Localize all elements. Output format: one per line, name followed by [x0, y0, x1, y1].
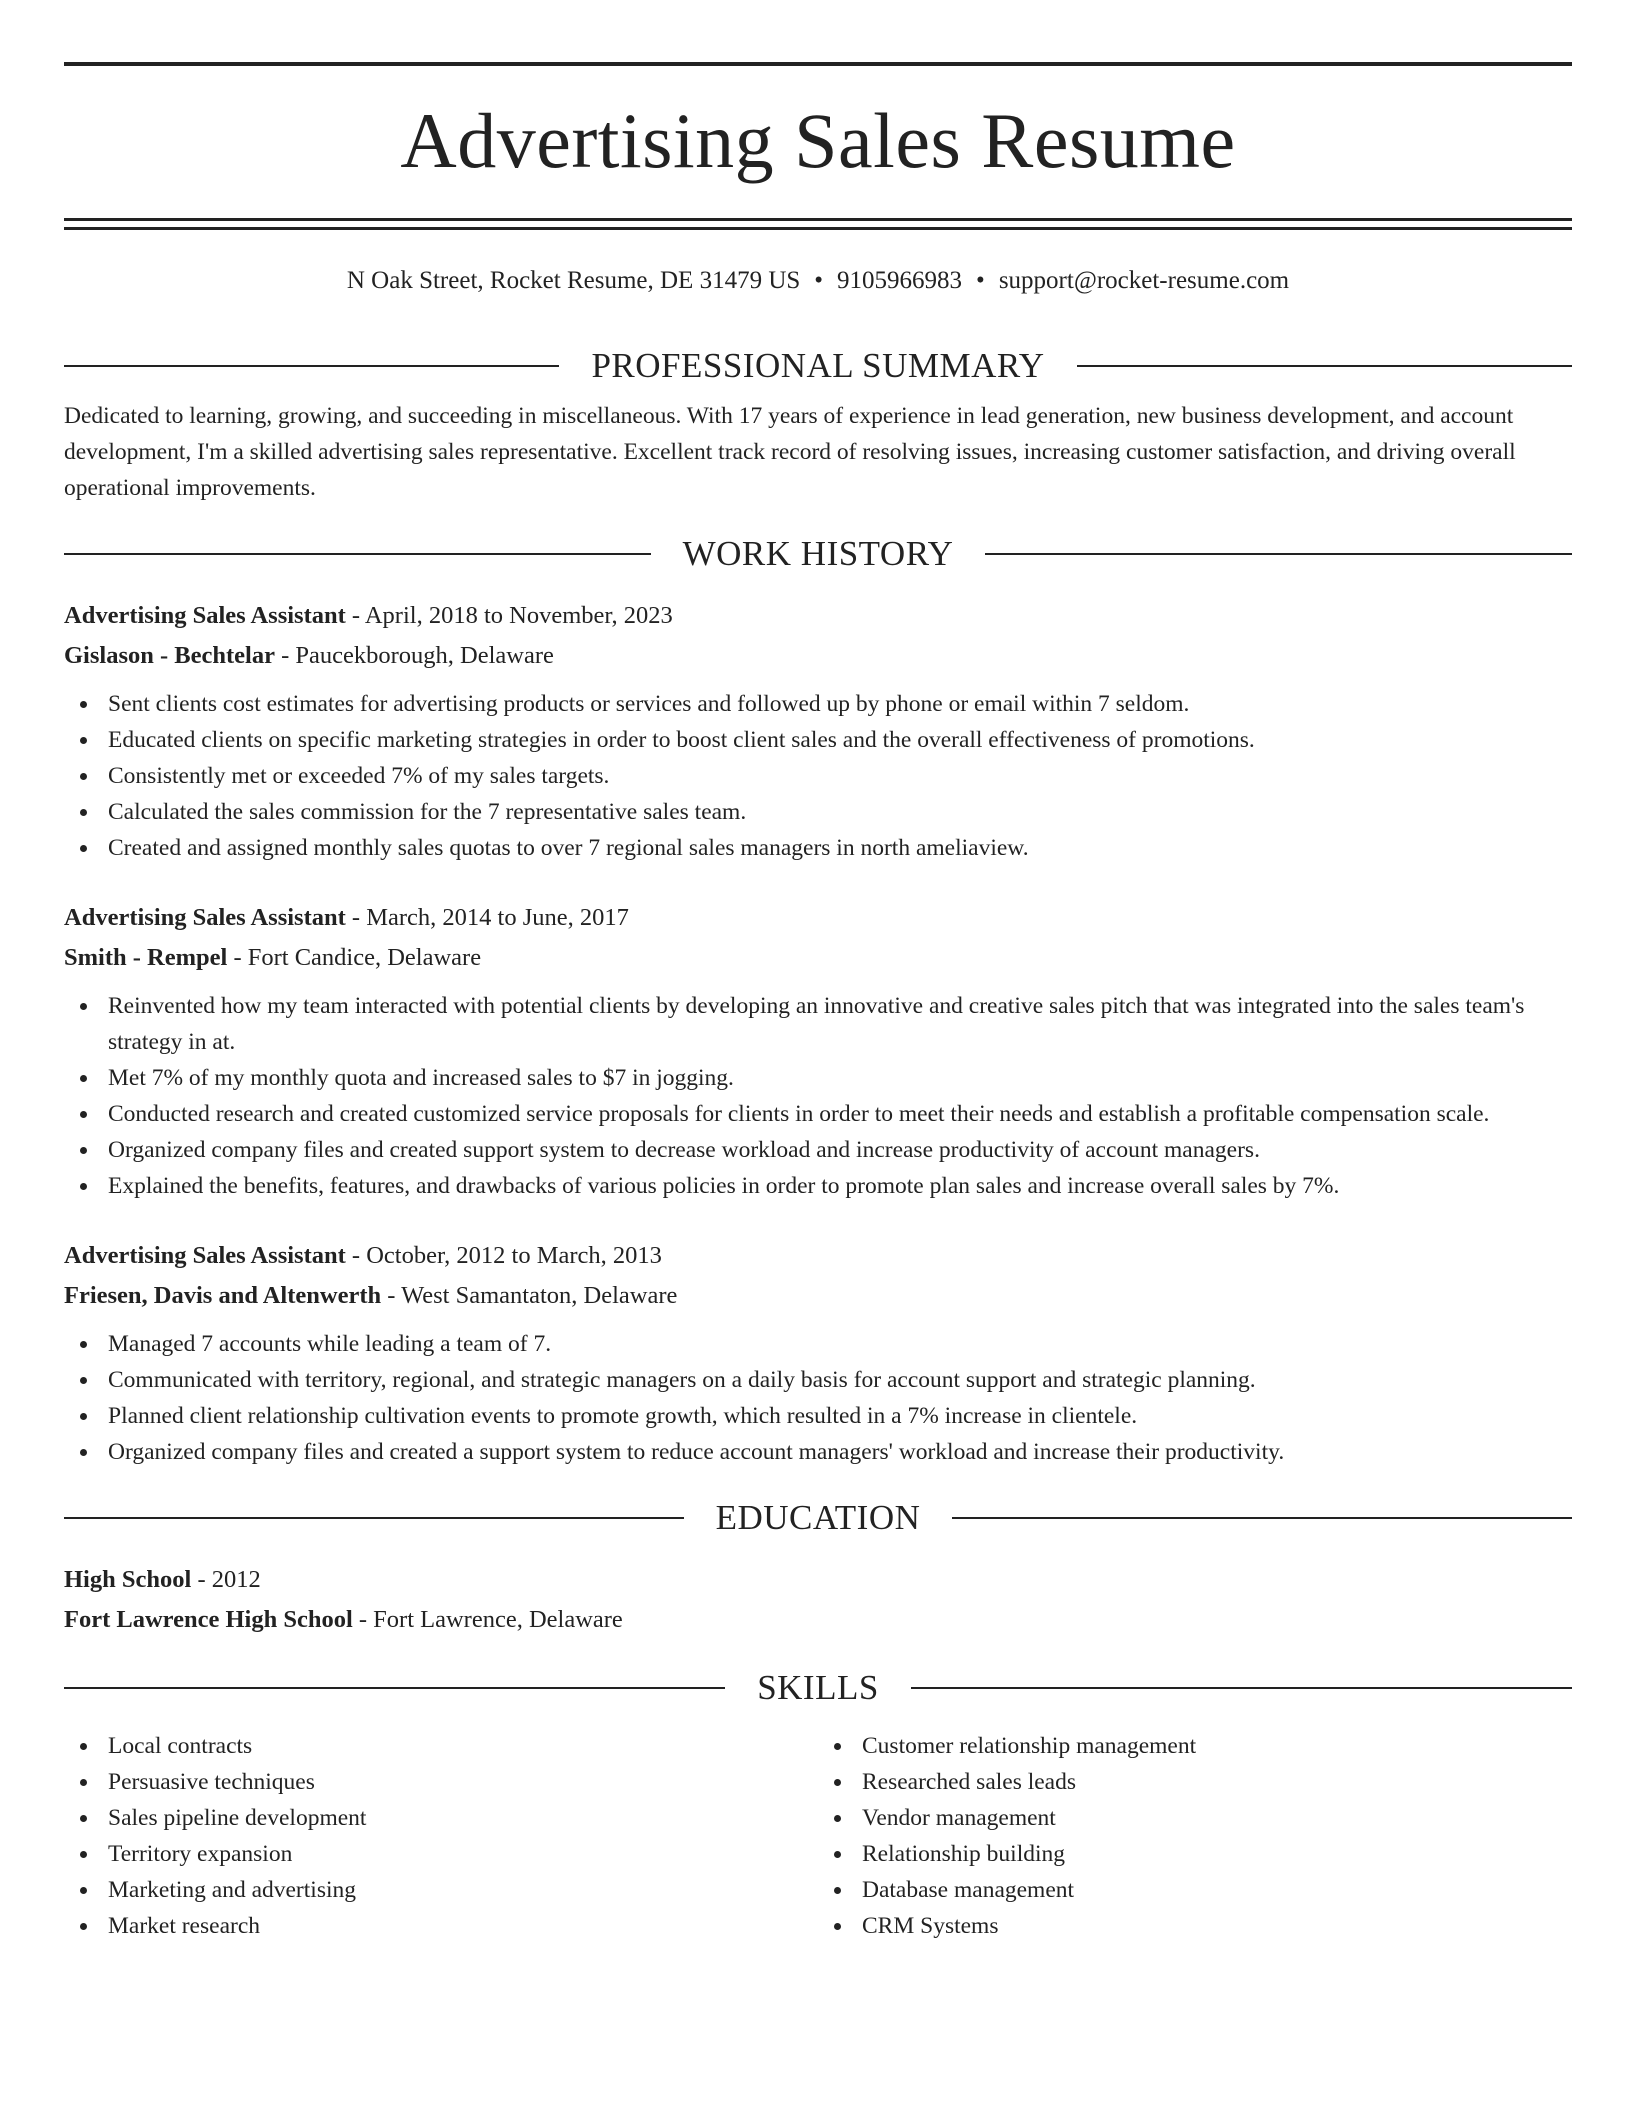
job-dates: - April, 2018 to November, 2023: [345, 602, 673, 629]
list-item: Reinvented how my team interacted with potential clients by developing an innovative and creative sales pitch that was integrated into the sales team's strategy in at.: [64, 988, 1572, 1060]
resume-title: Advertising Sales Resume: [400, 97, 1236, 184]
job-title: Advertising Sales Assistant: [64, 602, 346, 629]
skill-item: Market research: [64, 1908, 818, 1944]
skills-columns: [64, 1728, 1572, 1944]
job-bullets: [64, 1326, 1572, 1470]
skill-item: Database management: [818, 1872, 1572, 1908]
skill-item: Territory expansion: [64, 1836, 818, 1872]
skill-item: Persuasive techniques: [64, 1764, 818, 1800]
job-company-line: [64, 1276, 1572, 1316]
job-dates: - March, 2014 to June, 2017: [345, 904, 629, 931]
list-item: Calculated the sales commission for the 7 representative sales team.: [64, 794, 1572, 830]
contact-separator: •: [814, 267, 824, 294]
section-title: SKILLS: [757, 1668, 879, 1707]
section-heading-work: [64, 534, 1572, 574]
skill-item: Vendor management: [818, 1800, 1572, 1836]
job-location: - Fort Candice, Delaware: [227, 944, 482, 971]
section-title: EDUCATION: [715, 1498, 921, 1537]
skill-item: Relationship building: [818, 1836, 1572, 1872]
list-item: Managed 7 accounts while leading a team of 7.: [64, 1326, 1572, 1362]
job-bullets: [64, 988, 1572, 1204]
contact-address: N Oak Street, Rocket Resume, DE 31479 US: [346, 267, 801, 294]
job-company-line: [64, 938, 1572, 978]
list-item: Communicated with territory, regional, and strategic managers on a daily basis for account support and strategic planning.: [64, 1362, 1572, 1398]
list-item: Met 7% of my monthly quota and increased sales to $7 in jogging.: [64, 1060, 1572, 1096]
contact-email: support@rocket-resume.com: [998, 267, 1290, 294]
section-heading-summary: [64, 346, 1572, 386]
job-company: Gislason - Bechtelar: [64, 642, 275, 669]
skill-item: Customer relationship management: [818, 1728, 1572, 1764]
title-double-rule: [64, 218, 1572, 230]
list-item: Conducted research and created customized service proposals for clients in order to meet their needs and establish a profitable compensation scale.: [64, 1096, 1572, 1132]
skill-item: Researched sales leads: [818, 1764, 1572, 1800]
list-item: Educated clients on specific marketing strategies in order to boost client sales and the overall effectiveness of promotions.: [64, 722, 1572, 758]
job-entry: [64, 1236, 1572, 1470]
education-entry: [64, 1560, 1572, 1640]
education-degree-line: [64, 1560, 1572, 1600]
education-degree: High School: [64, 1566, 192, 1593]
skills-list-right: [818, 1728, 1572, 1944]
education-school: Fort Lawrence High School: [64, 1606, 353, 1633]
job-entry: [64, 596, 1572, 866]
list-item: Explained the benefits, features, and drawbacks of various policies in order to promote plan sales and increase overall sales by 7%.: [64, 1168, 1572, 1204]
list-item: Organized company files and created a support system to reduce account managers' workload and increase their productivity.: [64, 1434, 1572, 1470]
skill-item: Sales pipeline development: [64, 1800, 818, 1836]
skill-item: Marketing and advertising: [64, 1872, 818, 1908]
skill-item: Local contracts: [64, 1728, 818, 1764]
section-heading-education: [64, 1498, 1572, 1538]
job-location: - Paucekborough, Delaware: [274, 642, 554, 669]
job-location: - West Samantaton, Delaware: [381, 1282, 678, 1309]
list-item: Created and assigned monthly sales quotas to over 7 regional sales managers in north ameliaview.: [64, 830, 1572, 866]
job-entry: [64, 898, 1572, 1204]
job-company: Friesen, Davis and Altenwerth: [64, 1282, 382, 1309]
job-title-line: [64, 596, 1572, 636]
education-school-line: [64, 1600, 1572, 1640]
job-title: Advertising Sales Assistant: [64, 904, 346, 931]
contact-separator: •: [976, 267, 985, 294]
resume-page: [64, 62, 1572, 1944]
section-title: PROFESSIONAL SUMMARY: [591, 346, 1045, 385]
contact-phone: 9105966983: [837, 267, 963, 294]
list-item: Consistently met or exceeded 7% of my sales targets.: [64, 758, 1572, 794]
list-item: Organized company files and created support system to decrease workload and increase productivity of account managers.: [64, 1132, 1572, 1168]
skill-item: CRM Systems: [818, 1908, 1572, 1944]
job-bullets: [64, 686, 1572, 866]
skills-list-left: [64, 1728, 818, 1944]
education-location: - Fort Lawrence, Delaware: [352, 1606, 623, 1633]
job-title-line: [64, 1236, 1572, 1276]
section-title: WORK HISTORY: [682, 534, 954, 573]
job-company-line: [64, 636, 1572, 676]
job-title-line: [64, 898, 1572, 938]
contact-line: [64, 264, 1572, 298]
job-company: Smith - Rempel: [64, 944, 228, 971]
list-item: Sent clients cost estimates for advertising products or services and followed up by phone or email within 7 seldom.: [64, 686, 1572, 722]
top-rule: [64, 62, 1572, 66]
summary-text: Dedicated to learning, growing, and succeeding in miscellaneous. With 17 years of experience in lead generation, new business development, and account development, I'm a skilled advertising sales representative. Excellent track record of resolving issues, increasing customer satisfaction, and driving overall operational improvements.: [64, 403, 1516, 501]
job-dates: - October, 2012 to March, 2013: [345, 1242, 662, 1269]
section-heading-skills: [64, 1668, 1572, 1708]
list-item: Planned client relationship cultivation events to promote growth, which resulted in a 7% increase in clientele.: [64, 1398, 1572, 1434]
job-title: Advertising Sales Assistant: [64, 1242, 346, 1269]
education-year: - 2012: [191, 1566, 261, 1593]
